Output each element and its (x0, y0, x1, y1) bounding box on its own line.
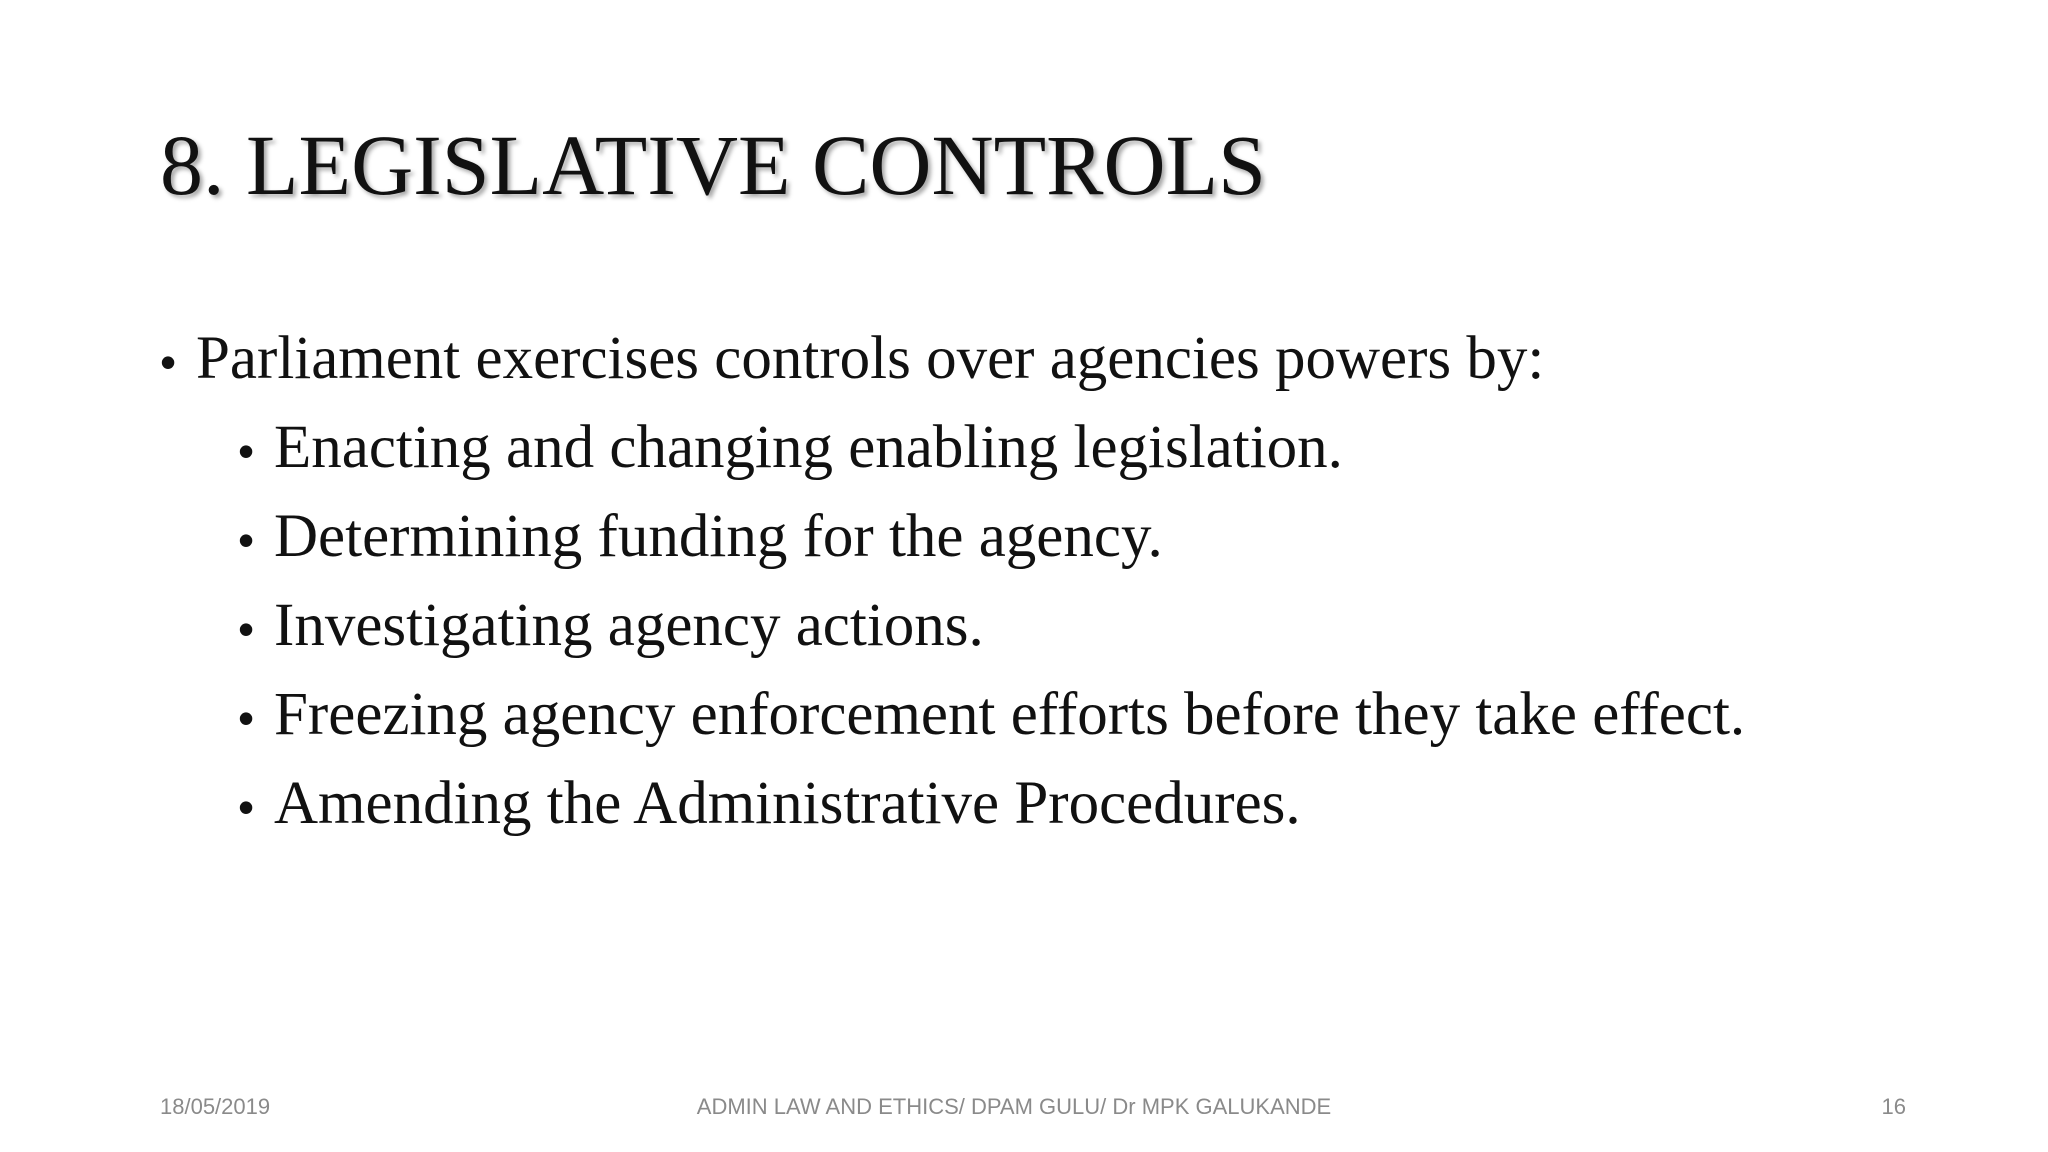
bullet-icon: • (238, 781, 255, 833)
bullet-list (160, 316, 1960, 850)
bullet-text: Amending the Administrative Procedures. (274, 770, 1301, 837)
bullet-text: Freezing agency enforcement efforts before they take effect. (274, 681, 1746, 748)
sub-bullet-item (238, 494, 1960, 583)
footer-title: ADMIN LAW AND ETHICS/ DPAM GULU/ Dr MPK GALUKANDE (696, 1094, 1332, 1119)
sub-bullet-item (238, 405, 1960, 494)
bullet-icon: • (238, 514, 255, 566)
sub-bullet-item (238, 583, 1960, 672)
bullet-icon: • (238, 692, 255, 744)
sub-bullet-item (238, 672, 1960, 761)
bullet-icon: • (238, 425, 255, 477)
slide-title: 8. LEGISLATIVE CONTROLS (160, 117, 1266, 213)
bullet-text: Enacting and changing enabling legislation. (274, 414, 1343, 481)
bullet-item (160, 316, 1960, 405)
bullet-text: Determining funding for the agency. (274, 503, 1163, 570)
bullet-text: Investigating agency actions. (274, 592, 984, 659)
slide-number: 16 (1881, 1094, 1906, 1119)
footer-date: 18/05/2019 (160, 1094, 271, 1119)
sub-bullet-item (238, 761, 1960, 850)
bullet-text: Parliament exercises controls over agencies powers by: (196, 325, 1545, 392)
bullet-icon: • (238, 603, 255, 655)
bullet-icon: • (160, 336, 177, 388)
